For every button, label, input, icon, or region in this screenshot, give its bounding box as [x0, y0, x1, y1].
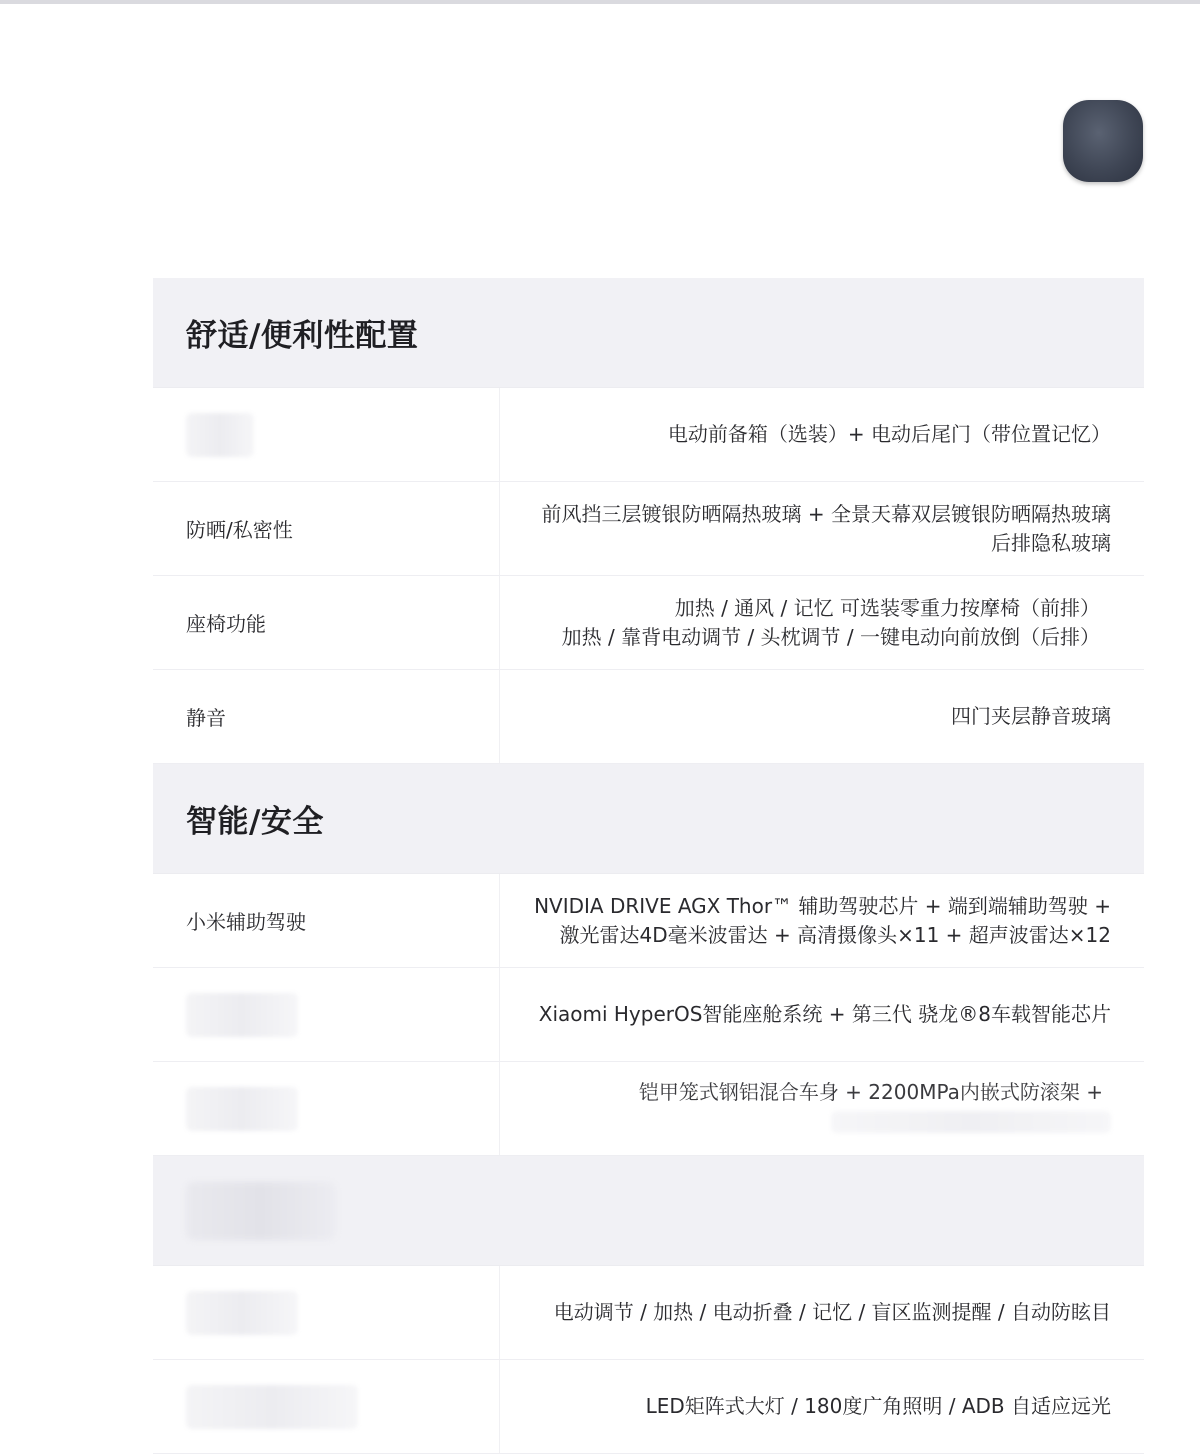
row-label — [153, 1062, 500, 1155]
value-line: NVIDIA DRIVE AGX Thor™ 辅助驾驶芯片 + 端到端辅助驾驶 + — [534, 893, 1111, 918]
row-value — [500, 1062, 1144, 1155]
blurred-label — [186, 1385, 358, 1429]
blurred-label — [186, 1291, 298, 1335]
section-header-smart-safety — [153, 764, 1144, 874]
value-line: 电动前备箱（选装）+ 电动后尾门（带位置记忆） — [667, 422, 1111, 446]
table-row — [153, 670, 1144, 764]
value-line: 四门夹层静音玻璃 — [951, 704, 1111, 728]
value-line: 激光雷达4D毫米波雷达 + 高清摄像头×11 + 超声波雷达×12 — [559, 922, 1111, 947]
row-value — [500, 1360, 1144, 1453]
row-label: 静音 — [153, 670, 500, 763]
value-line: 加热 / 靠背电动调节 / 头枕调节 / 一键电动向前放倒（后排） — [561, 624, 1100, 649]
value-line: 前风挡三层镀银防晒隔热玻璃 + 全景天幕双层镀银防晒隔热玻璃 — [541, 501, 1111, 526]
blurred-label — [186, 1087, 298, 1131]
row-label — [153, 1360, 500, 1453]
row-label: 小米辅助驾驶 — [153, 874, 500, 967]
product-thumbnail — [1063, 100, 1143, 182]
blurred-heading — [186, 1182, 336, 1240]
table-row — [153, 968, 1144, 1062]
row-value — [500, 1266, 1144, 1359]
row-value — [500, 670, 1144, 763]
section-title: 舒适/便利性配置 — [186, 318, 419, 354]
table-row — [153, 1360, 1144, 1454]
section-header-comfort — [153, 278, 1144, 388]
value-line: 后排隐私玻璃 — [991, 530, 1111, 555]
table-row — [153, 388, 1144, 482]
row-label: 座椅功能 — [153, 576, 500, 669]
blurred-line — [831, 1111, 1111, 1133]
table-row — [153, 1266, 1144, 1360]
table-row — [153, 1062, 1144, 1156]
blurred-label — [186, 413, 254, 457]
value-line: 电动调节 / 加热 / 电动折叠 / 记忆 / 盲区监测提醒 / 自动防眩目 — [553, 1300, 1111, 1324]
row-value — [500, 388, 1144, 481]
row-label — [153, 1266, 500, 1359]
row-value — [500, 482, 1144, 575]
table-row — [153, 482, 1144, 576]
value-line: LED矩阵式大灯 / 180度广角照明 / ADB 自适应远光 — [645, 1394, 1111, 1418]
table-row — [153, 576, 1144, 670]
spec-table — [153, 278, 1144, 1454]
row-label: 防晒/私密性 — [153, 482, 500, 575]
row-value — [500, 576, 1144, 669]
row-value — [500, 968, 1144, 1061]
blurred-label — [186, 993, 298, 1037]
row-label — [153, 388, 500, 481]
table-row — [153, 874, 1144, 968]
value-line: 加热 / 通风 / 记忆 可选装零重力按摩椅（前排） — [674, 595, 1100, 620]
top-divider — [0, 0, 1200, 4]
value-line: Xiaomi HyperOS智能座舱系统 + 第三代 骁龙®8车载智能芯片 — [538, 1002, 1111, 1026]
row-value — [500, 874, 1144, 967]
section-header-blurred — [153, 1156, 1144, 1266]
value-line: 铠甲笼式钢铝混合车身 + 2200MPa内嵌式防滚架 + — [638, 1080, 1103, 1104]
row-label — [153, 968, 500, 1061]
section-title: 智能/安全 — [186, 804, 324, 840]
